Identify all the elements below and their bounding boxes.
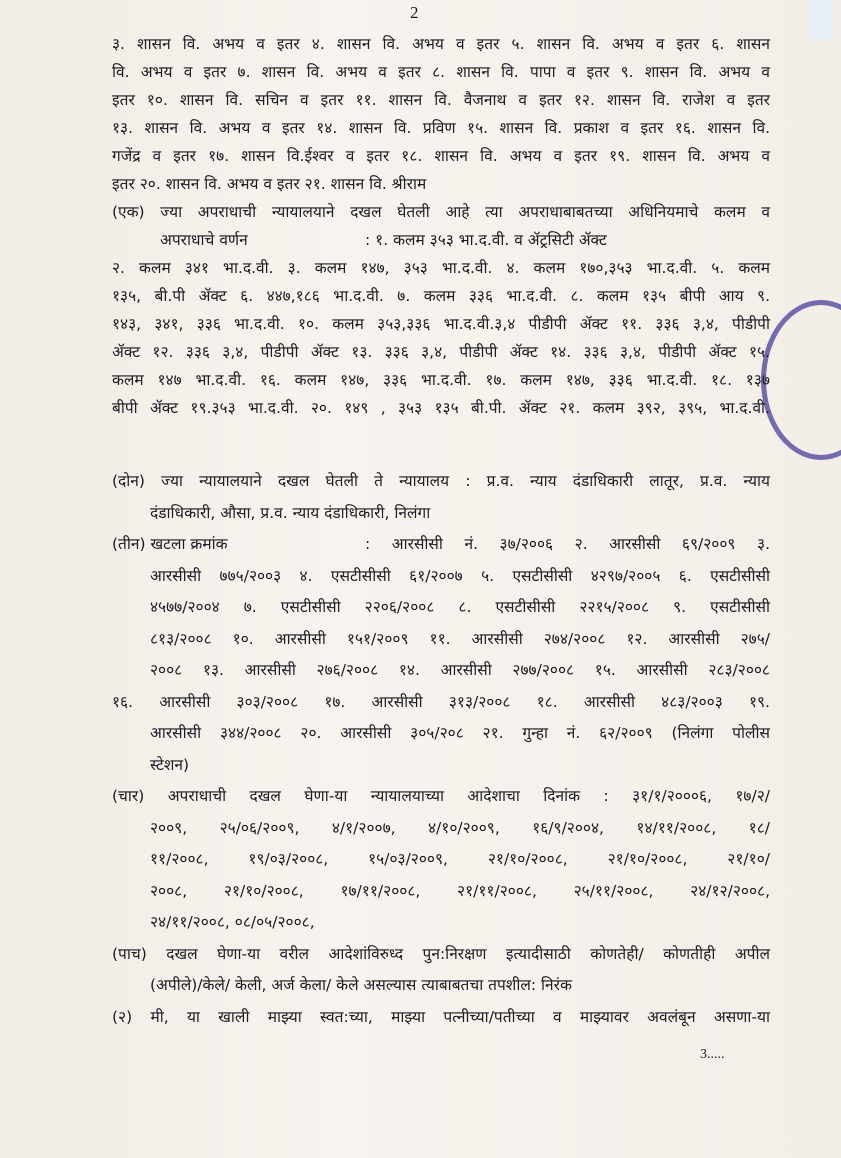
parties-line: ३. शासन वि. अभय व इतर ४. शासन वि. अभय व इतर ५. शासन वि. अभय व इतर ६. शासन — [112, 35, 770, 53]
parties-line: इतर २०. शासन वि. अभय व इतर २१. शासन वि. श्रीराम — [112, 175, 427, 193]
parties-line: गजेंद्र व इतर १७. शासन वि.ईश्वर व इतर १८. शासन वि. अभय व इतर १९. शासन वि. अभय व — [112, 147, 770, 165]
section-teen-label: (तीन) खटला क्रमांक — [112, 535, 228, 553]
section-ek-value: : १. कलम ३५३ भा.द.वी. व ॲट्रसिटी ॲक्ट — [365, 231, 607, 249]
section-char-line: २४/११/२००८, ०८/०५/२००८, — [150, 913, 315, 931]
section-char-line: २००९, २५/०६/२००९, ४/१/२००७, ४/१०/२००९, १६/९/२००४, १४/११/२००८, १८/ — [150, 819, 770, 837]
section-ek-label: अपराधाचे वर्णन — [160, 231, 248, 249]
page-number: 2 — [410, 3, 419, 22]
section-ek-line: ॲक्ट १२. ३३६ ३,४, पीडीपी ॲक्ट १३. ३३६ ३,४, पीडीपी ॲक्ट १४. ३३६ ३,४, पीडीपी ॲक्ट १५. — [112, 343, 770, 361]
paragraph-2: (२) मी, या खाली माझ्या स्वत:च्या, माझ्या पत्नीच्या/पतीच्या व माझ्यावर अवलंबून असणा-या — [112, 1008, 770, 1026]
section-char-line: २००८, २१/१०/२००८, १७/११/२००८, २१/११/२००८, २५/११/२००८, २४/१२/२००८, — [150, 882, 770, 900]
notary-stamp — [761, 300, 841, 460]
section-teen-line: ८१३/२००८ १०. आरसीसी १५१/२००९ ११. आरसीसी २७४/२००८ १२. आरसीसी २७५/ — [150, 630, 770, 648]
parties-line: १३. शासन वि. अभय व इतर १४. शासन वि. प्रविण १५. शासन वि. प्रकाश व इतर १६. शासन वि. — [112, 119, 770, 137]
section-pach-line: (पाच) दखल घेणा-या वरील आदेशांविरुध्द पुन:निरक्षण इत्यादीसाठी कोणतेही/ कोणतीही अपील — [112, 945, 770, 963]
section-char-line: (चार) अपराधाची दखल घेणा-या न्यायालयाच्या आदेशाचा दिनांक : ३१/१/२०००६, १७/२/ — [112, 787, 770, 805]
parties-line: वि. अभय व इतर ७. शासन वि. अभय व इतर ८. शासन वि. पापा व इतर ९. शासन वि. अभय व — [112, 63, 770, 81]
section-teen-line: स्टेशन) — [150, 756, 190, 774]
section-ek-line: बीपी ॲक्ट १९.३५३ भा.द.वी. २०. १४९ , ३५३ १३५ बी.पी. ॲक्ट २१. कलम ३९२, ३९५, भा.द.वी. — [112, 399, 770, 417]
section-teen-line: आरसीसी ७७५/२००३ ४. एसटीसीसी ६१/२००७ ५. एसटीसीसी ४२९७/२००५ ६. एसटीसीसी — [150, 567, 770, 585]
scan-edge — [809, 0, 833, 40]
continuation-marker: 3..... — [700, 1047, 725, 1062]
section-teen-line: २००८ १३. आरसीसी २७६/२००८ १४. आरसीसी २७७/२००८ १५. आरसीसी २८३/२००८ — [150, 661, 770, 679]
section-teen-line: ४५७७/२००४ ७. एसटीसीसी २२०६/२००८ ८. एसटीसीसी २२१५/२००८ ९. एसटीसीसी — [150, 598, 770, 616]
section-teen-line: १६. आरसीसी ३०३/२००८ १७. आरसीसी ३१३/२००८ १८. आरसीसी ४८३/२००३ १९. — [112, 693, 770, 711]
section-ek-heading: (एक) ज्या अपराधाची न्यायालयाने दखल घेतली आहे त्या अपराधाबाबतच्या अधिनियमाचे कलम व — [112, 203, 770, 221]
section-don-line: दंडाधिकारी, औसा, प्र.व. न्याय दंडाधिकारी, निलंगा — [150, 504, 431, 522]
section-teen-line: आरसीसी ३४४/२००८ २०. आरसीसी ३०५/२०८ २१. गुन्हा नं. ६२/२००९ (निलंगा पोलीस — [150, 724, 770, 742]
section-ek-line: १४३, ३४१, ३३६ भा.द.वी. १०. कलम ३५३,३३६ भा.द.वी.३,४ पीडीपी ॲक्ट ११. ३३६ ३,४, पीडीपी — [112, 315, 770, 333]
section-teen-value: : आरसीसी नं. ३७/२००६ २. आरसीसी ६९/२००९ ३. — [365, 535, 770, 553]
section-ek-line: कलम १४७ भा.द.वी. १६. कलम १४७, ३३६ भा.द.वी. १७. कलम १४७, ३३६ भा.द.वी. १८. १३७ — [112, 371, 770, 389]
section-ek-line: २. कलम ३४१ भा.द.वी. ३. कलम १४७, ३५३ भा.द.वी. ४. कलम १७०,३५३ भा.द.वी. ५. कलम — [112, 259, 770, 277]
section-don-line: (दोन) ज्या न्यायालयाने दखल घेतली ते न्यायालय : प्र.व. न्याय दंडाधिकारी लातूर, प्र.व. न्याय — [112, 472, 770, 490]
section-ek-line: १३५, बी.पी ॲक्ट ६. ४४७,१८६ भा.द.वी. ७. कलम ३३६ भा.द.वी. ८. कलम १३५ बीपी आय ९. — [112, 287, 770, 305]
section-char-line: ११/२००८, १९/०३/२००८, १५/०३/२००९, २१/१०/२००८, २१/१०/२००८, २१/१०/ — [150, 850, 770, 868]
section-pach-line: (अपीले)/केले/ केली, अर्ज केला/ केले असल्यास त्याबाबतचा तपशील: निरंक — [150, 976, 572, 994]
parties-line: इतर १०. शासन वि. सचिन व इतर ११. शासन वि. वैजनाथ व इतर १२. शासन वि. राजेश व इतर — [112, 91, 770, 109]
